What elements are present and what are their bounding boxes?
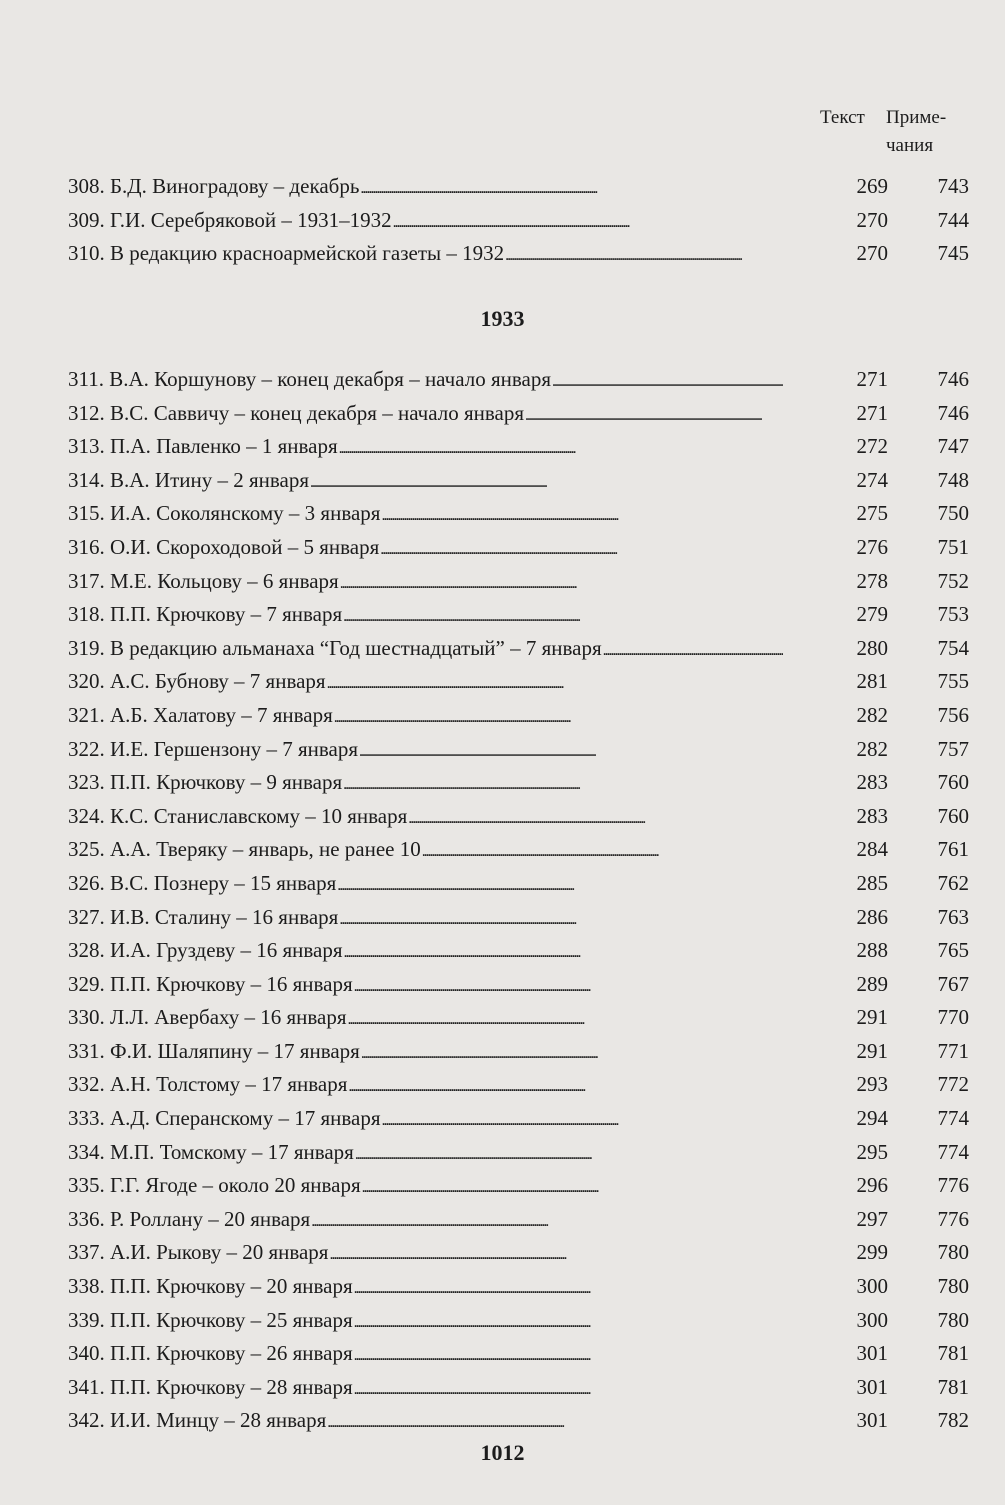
entry-page: 296	[856, 1173, 888, 1198]
entry-page: 278	[856, 568, 888, 593]
entry-note-page: 746	[937, 400, 969, 425]
entry-page: 301	[856, 1341, 888, 1366]
toc-entry	[68, 968, 968, 1002]
entry-page: 299	[856, 1240, 888, 1265]
entry-page: 293	[856, 1072, 888, 1097]
entry-page: 269	[856, 174, 888, 198]
entry-note-page: 754	[937, 635, 969, 660]
toc-entry	[68, 170, 968, 204]
entry-note-page: 757	[937, 736, 969, 761]
toc-entry	[68, 1270, 968, 1304]
entry-page: 301	[856, 1408, 888, 1433]
entry-page: 300	[856, 1307, 888, 1332]
entry-title: 341. П.П. Крючкову – 28 января . . .	[68, 1371, 783, 1407]
toc-entry	[68, 665, 968, 699]
text-column-header: Текст	[820, 107, 865, 128]
entry-page: 282	[856, 736, 888, 761]
entry-title: 321. А.Б. Халатову – 7 января . . .	[68, 699, 783, 735]
entry-title: 339. П.П. Крючкову – 25 января . . .	[68, 1304, 783, 1340]
entry-title: 319. В редакцию альманаха “Год шестнадцатый” – 7 января . . .	[68, 632, 783, 668]
toc-entry	[68, 632, 968, 666]
entry-note-page: 772	[937, 1072, 969, 1097]
entry-page: 281	[856, 669, 888, 694]
entry-note-page: 752	[937, 568, 969, 593]
toc-entry	[68, 901, 968, 935]
entry-page: 279	[856, 602, 888, 627]
entry-page: 301	[856, 1374, 888, 1399]
entry-note-page: 747	[937, 434, 969, 459]
entry-title: 325. А.А. Тверяку – январь, не ранее 10 . . .	[68, 833, 783, 869]
toc-entry	[68, 397, 968, 431]
entry-title: 328. И.А. Груздеву – 16 января . . .	[68, 934, 783, 970]
entry-note-page: 760	[937, 770, 969, 795]
entry-note-page: 774	[937, 1106, 969, 1131]
entry-title: 311. В.А. Коршунову – конец декабря – начало января . . .	[68, 363, 783, 399]
toc-entry	[68, 1236, 968, 1270]
entry-note-page: 780	[937, 1240, 969, 1265]
toc-entry	[68, 430, 968, 464]
entry-page: 270	[856, 207, 888, 232]
entry-title: 338. П.П. Крючкову – 20 января . . .	[68, 1270, 783, 1306]
entry-title: 310. В редакцию красноармейской газеты – 1932 . . .	[68, 237, 783, 273]
entry-page: 282	[856, 702, 888, 727]
entry-note-page: 751	[937, 534, 969, 559]
entry-page: 285	[856, 870, 888, 895]
entry-note-page: 774	[937, 1139, 969, 1164]
entry-page: 288	[856, 938, 888, 963]
entry-note-page: 756	[937, 702, 969, 727]
entry-page: 294	[856, 1106, 888, 1131]
entry-page: 297	[856, 1206, 888, 1231]
entry-note-page: 780	[937, 1307, 969, 1332]
entry-page: 280	[856, 635, 888, 660]
entry-title: 331. Ф.И. Шаляпину – 17 января . . .	[68, 1035, 783, 1071]
entry-title: 324. К.С. Станиславскому – 10 января . . .	[68, 800, 783, 836]
entry-note-page: 750	[937, 501, 969, 526]
toc-entry	[68, 531, 968, 565]
entry-note-page: 743	[937, 174, 969, 198]
entry-note-page: 771	[937, 1038, 969, 1063]
entry-title: 327. И.В. Сталину – 16 января . . .	[68, 901, 783, 937]
year-heading: 1933	[480, 306, 525, 331]
toc-entry	[68, 1404, 968, 1438]
entry-page: 276	[856, 534, 888, 559]
page-number: 1012	[480, 1440, 525, 1465]
entry-note-page: 780	[937, 1274, 969, 1299]
entry-note-page: 770	[937, 1005, 969, 1030]
entry-page: 295	[856, 1139, 888, 1164]
entry-title: 322. И.Е. Гершензону – 7 января . . .	[68, 733, 783, 769]
entry-title: 313. П.А. Павленко – 1 января . . .	[68, 430, 783, 466]
entry-title: 333. А.Д. Сперанскому – 17 января . . .	[68, 1102, 783, 1138]
notes-column-header: Приме-	[886, 107, 947, 128]
entry-title: 312. В.С. Саввичу – конец декабря – начало января . . .	[68, 397, 783, 433]
entry-page: 291	[856, 1038, 888, 1063]
toc-entry	[68, 1035, 968, 1069]
entry-page: 275	[856, 501, 888, 526]
entry-title: 315. И.А. Соколянскому – 3 января . . .	[68, 497, 783, 533]
entry-title: 334. М.П. Томскому – 17 января . . .	[68, 1136, 783, 1172]
entry-page: 284	[856, 837, 888, 862]
entry-title: 337. А.И. Рыкову – 20 января . . .	[68, 1236, 783, 1272]
toc-entry	[68, 867, 968, 901]
toc-entry	[68, 497, 968, 531]
entry-page: 283	[856, 770, 888, 795]
entry-page: 271	[856, 400, 888, 425]
toc-entry	[68, 1102, 968, 1136]
entry-note-page: 744	[937, 207, 969, 232]
entry-page: 272	[856, 434, 888, 459]
entry-title: 336. Р. Роллану – 20 января . . .	[68, 1203, 783, 1239]
toc-entry	[68, 699, 968, 733]
entry-note-page: 763	[937, 904, 969, 929]
entry-title: 309. Г.И. Серебряковой – 1931–1932 . . .	[68, 204, 783, 240]
entry-note-page: 755	[937, 669, 969, 694]
entry-note-page: 745	[937, 241, 969, 266]
entry-title: 340. П.П. Крючкову – 26 января . . .	[68, 1337, 783, 1373]
toc-entry	[68, 733, 968, 767]
toc-entry	[68, 1371, 968, 1405]
entry-page: 289	[856, 971, 888, 996]
entry-title: 316. О.И. Скороходовой – 5 января . . .	[68, 531, 783, 567]
entry-note-page: 782	[937, 1408, 969, 1433]
toc-list-1932	[68, 170, 968, 271]
entry-note-page: 776	[937, 1206, 969, 1231]
entry-note-page: 753	[937, 602, 969, 627]
entry-note-page: 748	[937, 467, 969, 492]
toc-entry	[68, 1304, 968, 1338]
entry-note-page: 767	[937, 971, 969, 996]
entry-title: 323. П.П. Крючкову – 9 января . . .	[68, 766, 783, 802]
entry-title: 330. Л.Л. Авербаху – 16 января . . .	[68, 1001, 783, 1037]
entry-page: 300	[856, 1274, 888, 1299]
toc-entry	[68, 1001, 968, 1035]
entry-title: 317. М.Е. Кольцову – 6 января . . .	[68, 565, 783, 601]
entry-note-page: 776	[937, 1173, 969, 1198]
toc-entry	[68, 800, 968, 834]
toc-entry	[68, 598, 968, 632]
entry-page: 274	[856, 467, 888, 492]
entry-title: 308. Б.Д. Виноградову – декабрь . . .	[68, 170, 783, 206]
entry-note-page: 761	[937, 837, 969, 862]
entry-title: 335. Г.Г. Ягоде – около 20 января . . .	[68, 1169, 783, 1205]
entry-title: 332. А.Н. Толстому – 17 января . . .	[68, 1068, 783, 1104]
entry-note-page: 781	[937, 1374, 969, 1399]
entry-title: 326. В.С. Познеру – 15 января . . .	[68, 867, 783, 903]
entry-page: 291	[856, 1005, 888, 1030]
entry-note-page: 762	[937, 870, 969, 895]
toc-entry	[68, 1169, 968, 1203]
toc-entry	[68, 833, 968, 867]
entry-page: 283	[856, 803, 888, 828]
entry-page: 270	[856, 241, 888, 266]
toc-entry	[68, 464, 968, 498]
entry-title: 320. А.С. Бубнову – 7 января . . .	[68, 665, 783, 701]
toc-entry	[68, 1068, 968, 1102]
toc-entry	[68, 1136, 968, 1170]
toc-entry	[68, 565, 968, 599]
notes-column-header-cont: чания	[886, 135, 934, 156]
entry-note-page: 746	[937, 367, 969, 391]
toc-entry	[68, 204, 968, 238]
toc-entry	[68, 237, 968, 271]
toc-list-1933	[68, 363, 968, 1438]
entry-title: 318. П.П. Крючкову – 7 января . . .	[68, 598, 783, 634]
entry-page: 286	[856, 904, 888, 929]
toc-entry	[68, 766, 968, 800]
entry-note-page: 765	[937, 938, 969, 963]
entry-note-page: 760	[937, 803, 969, 828]
entry-title: 314. В.А. Итину – 2 января . . .	[68, 464, 783, 500]
entry-page: 271	[856, 367, 888, 391]
toc-entry	[68, 363, 968, 397]
entry-title: 329. П.П. Крючкову – 16 января . . .	[68, 968, 783, 1004]
entry-title: 342. И.И. Минцу – 28 января . . .	[68, 1404, 783, 1440]
toc-entry	[68, 1337, 968, 1371]
entry-note-page: 781	[937, 1341, 969, 1366]
toc-entry	[68, 1203, 968, 1237]
toc-entry	[68, 934, 968, 968]
